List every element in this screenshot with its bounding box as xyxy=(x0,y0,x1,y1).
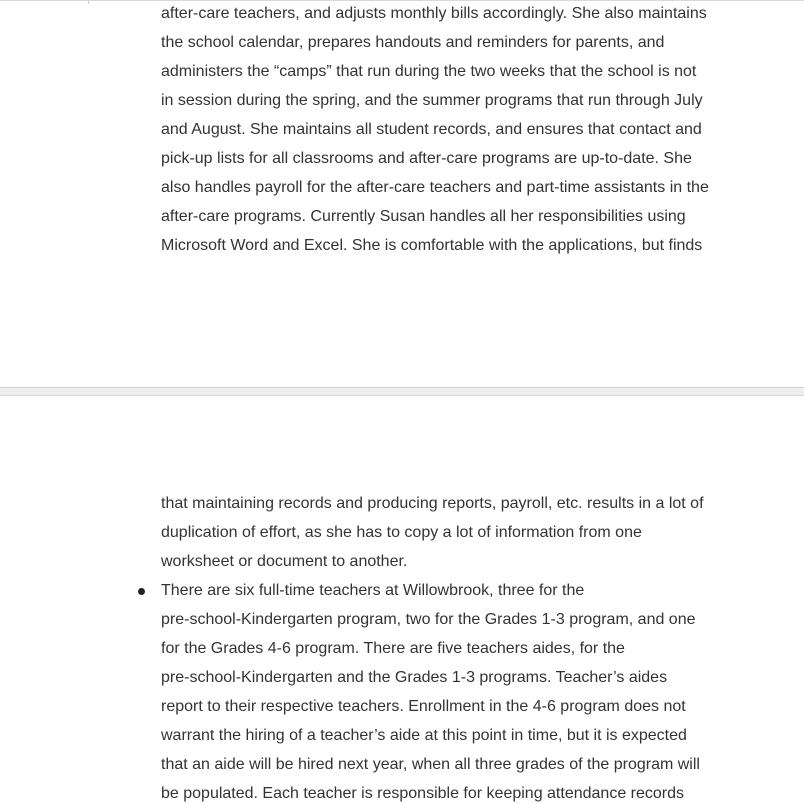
text-line: after-care teachers, and adjusts monthly bills accordingly. She also maintains xyxy=(161,5,707,22)
text-line: for the Grades 4-6 program. There are five teachers aides, for the xyxy=(161,640,625,657)
text-line: Microsoft Word and Excel. She is comfortable with the applications, but finds xyxy=(161,237,703,254)
ruler-mark xyxy=(88,1,89,4)
document-page-1 xyxy=(0,0,804,388)
text-line: the school calendar, prepares handouts and reminders for parents, and xyxy=(161,34,665,51)
page-break-divider xyxy=(0,387,804,396)
paragraph-susan-responsibilities xyxy=(161,0,721,260)
text-line: after-care programs. Currently Susan handles all her responsibilities using xyxy=(161,208,686,225)
text-line: pre-school-Kindergarten and the Grades 1-3 programs. Teacher’s aides xyxy=(161,669,668,686)
text-line: in session during the spring, and the summer programs that run through July xyxy=(161,92,703,109)
text-line: also handles payroll for the after-care teachers and part-time assistants in the xyxy=(161,179,709,196)
bullet-item-teachers xyxy=(161,576,721,803)
text-line: that an aide will be hired next year, when all three grades of the program will xyxy=(161,756,700,773)
text-line: that maintaining records and producing reports, payroll, etc. results in a lot of xyxy=(161,495,704,512)
text-line: pick-up lists for all classrooms and after-care programs are up-to-date. She xyxy=(161,150,692,167)
text-line: warrant the hiring of a teacher’s aide at this point in time, but it is expected xyxy=(161,727,687,744)
text-line: and August. She maintains all student records, and ensures that contact and xyxy=(161,121,702,138)
text-line: There are six full-time teachers at Willowbrook, three for the xyxy=(161,582,585,599)
text-line: pre-school-Kindergarten program, two for the Grades 1-3 program, and one xyxy=(161,611,696,628)
text-line: administers the “camps” that run during the two weeks that the school is not xyxy=(161,63,697,80)
text-line: be populated. Each teacher is responsible for keeping attendance records xyxy=(161,785,685,802)
document-page-2 xyxy=(0,396,804,803)
text-line: worksheet or document to another. xyxy=(161,553,408,570)
paragraph-continuation xyxy=(161,489,721,576)
text-line: report to their respective teachers. Enrollment in the 4-6 program does not xyxy=(161,698,686,715)
bullet-icon xyxy=(138,588,145,595)
text-line: duplication of effort, as she has to copy a lot of information from one xyxy=(161,524,642,541)
